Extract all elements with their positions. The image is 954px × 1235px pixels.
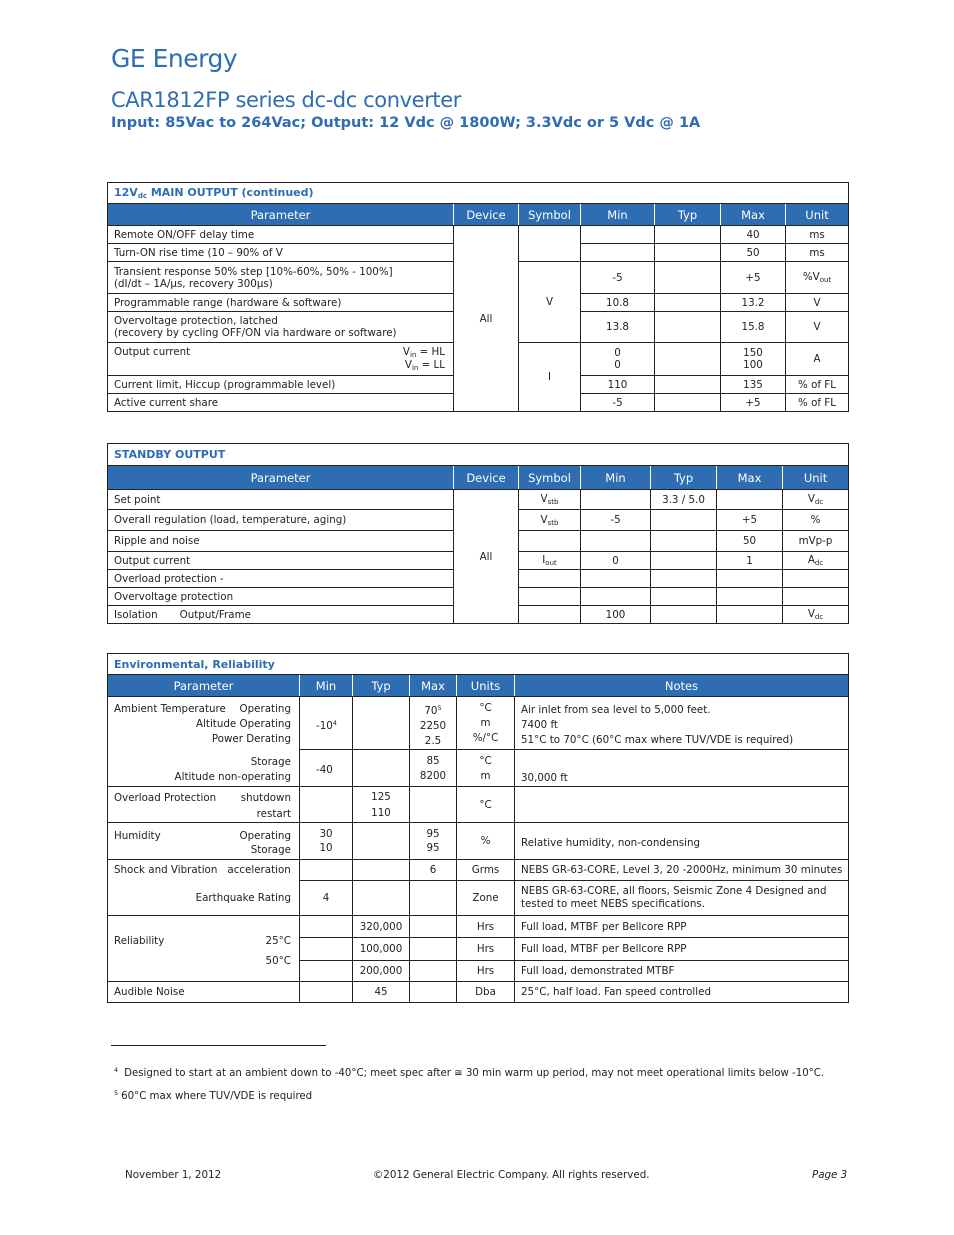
table-header-row	[108, 204, 849, 226]
footnote-5: $^5$ 60°C max where TUV/VDE is required	[114, 1089, 313, 1102]
table-row: Set point All $V_{stb}$ 3.3 / 5.0 $V_{dc}$	[108, 490, 849, 510]
symbol-cell: V	[519, 262, 581, 343]
column-header: Symbol	[519, 204, 581, 226]
table-row: Shock and Vibration acceleration 6 Grms NEBS GR-63-CORE, Level 3, 20 -2000Hz, minimum 30 minutes	[108, 860, 849, 881]
page-number: Page 3	[812, 1169, 848, 1181]
table-row: Overvoltage protection, latched (recovery by cycling OFF/ON via hardware or software) 13.8 15.8 V	[108, 312, 849, 343]
column-header: Min	[581, 466, 651, 490]
product-title: CAR1812FP series dc-dc converter	[111, 88, 462, 112]
table-row: 100,000 Hrs Full load, MTBF per Bellcore RPP	[108, 938, 849, 961]
table-row: Output current $V_{in}$ = HL $V_{in}$ = LL I 0 0 150 100 A	[108, 343, 849, 376]
product-subtitle: Input: 85Vac to 264Vac; Output: 12 Vdc @ 1800W; 3.3Vdc or 5 Vdc @ 1A	[111, 115, 701, 131]
column-header: Max	[717, 466, 783, 490]
environmental-table	[107, 653, 849, 1003]
table-row: Overload Protection shutdown restart 125 110 °C	[108, 787, 849, 823]
table-row: Earthquake Rating 4 Zone NEBS GR-63-CORE, all floors, Seismic Zone 4 Designed and tested to meet NEBS specifications.	[108, 881, 849, 916]
table-row: Humidity Operating Storage 30 10 95 95 % Relative humidity, non-condensing	[108, 823, 849, 860]
column-header: Parameter	[108, 466, 454, 490]
table-row: Active current share -5 +5 % of FL	[108, 394, 849, 412]
table-row: -40 85 8200 °C m 30,000 ft	[108, 750, 849, 787]
column-header: Symbol	[519, 466, 581, 490]
section-title: $12V_{dc}$ MAIN OUTPUT (continued)	[108, 183, 849, 204]
column-header: Device	[454, 204, 519, 226]
table-row: Audible Noise 45 Dba 25°C, half load. Fan speed controlled	[108, 982, 849, 1003]
section-title: STANDBY OUTPUT	[108, 444, 849, 466]
table-row: Isolation Output/Frame 100 $V_{dc}$	[108, 606, 849, 624]
table-row: Programmable range (hardware & software) 10.8 13.2 V	[108, 294, 849, 312]
column-header: Unit	[783, 466, 849, 490]
table-row: Turn-ON rise time (10 – 90% of V 50 ms	[108, 244, 849, 262]
footer-copyright: ©2012 General Electric Company. All rights reserved.	[373, 1169, 650, 1181]
table-row: Remote ON/OFF delay time All 40 ms	[108, 226, 849, 244]
column-header: Min	[581, 204, 655, 226]
column-header: Device	[454, 466, 519, 490]
column-header: Parameter	[108, 675, 300, 697]
column-header: Notes	[515, 675, 849, 697]
column-header: Min	[300, 675, 353, 697]
column-header: Typ	[353, 675, 410, 697]
table-row: Ripple and noise 50 mVp-p	[108, 531, 849, 552]
column-header: Max	[410, 675, 457, 697]
table-row: Overload protection -	[108, 570, 849, 588]
footnote-divider	[111, 1045, 326, 1046]
table-row: Output current $I_{out}$ 0 1 $A_{dc}$	[108, 552, 849, 570]
main-output-table	[107, 182, 849, 412]
table-row: Current limit, Hiccup (programmable level) 110 135 % of FL	[108, 376, 849, 394]
table-row: Transient response 50% step [10%-60%, 50% - 100%] (dI/dt – 1A/µs, recovery 300µs) V -5 +5 $\%V_{out}$	[108, 262, 849, 294]
footnote-4: $^4$ Designed to start at an ambient down to -40°C; meet spec after ≅ 30 min warm up period, may not meet operational limits below -10°C.	[114, 1066, 825, 1079]
device-cell: All	[454, 490, 519, 624]
table-header-row	[108, 466, 849, 490]
column-header: Unit	[786, 204, 849, 226]
standby-output-table	[107, 443, 849, 624]
footer-date: November 1, 2012	[125, 1169, 222, 1181]
symbol-cell: I	[519, 343, 581, 412]
table-row: Reliability 25°C 50°C 320,000 Hrs Full load, MTBF per Bellcore RPP	[108, 916, 849, 938]
table-row: 200,000 Hrs Full load, demonstrated MTBF	[108, 961, 849, 982]
column-header: Max	[721, 204, 786, 226]
table-row: Ambient Temperature Operating Altitude Operating Power Derating Storage Altitude non-operating $-10^4$ $70^5$ 2250 2.5 °C m %/°C Air inlet from sea level to 5,000 feet. 7400 ft 51°C to 70°C (60°C max where TUV/VDE is required)	[108, 697, 849, 750]
column-header: Typ	[651, 466, 717, 490]
section-title: Environmental, Reliability	[108, 654, 849, 675]
table-row: Overall regulation (load, temperature, aging) $V_{stb}$ -5 +5 %	[108, 510, 849, 531]
table-header-row	[108, 675, 849, 697]
brand-title: GE Energy	[111, 44, 238, 73]
device-cell: All	[454, 226, 519, 412]
column-header: Units	[457, 675, 515, 697]
table-row: Overvoltage protection	[108, 588, 849, 606]
column-header: Typ	[655, 204, 721, 226]
column-header: Parameter	[108, 204, 454, 226]
